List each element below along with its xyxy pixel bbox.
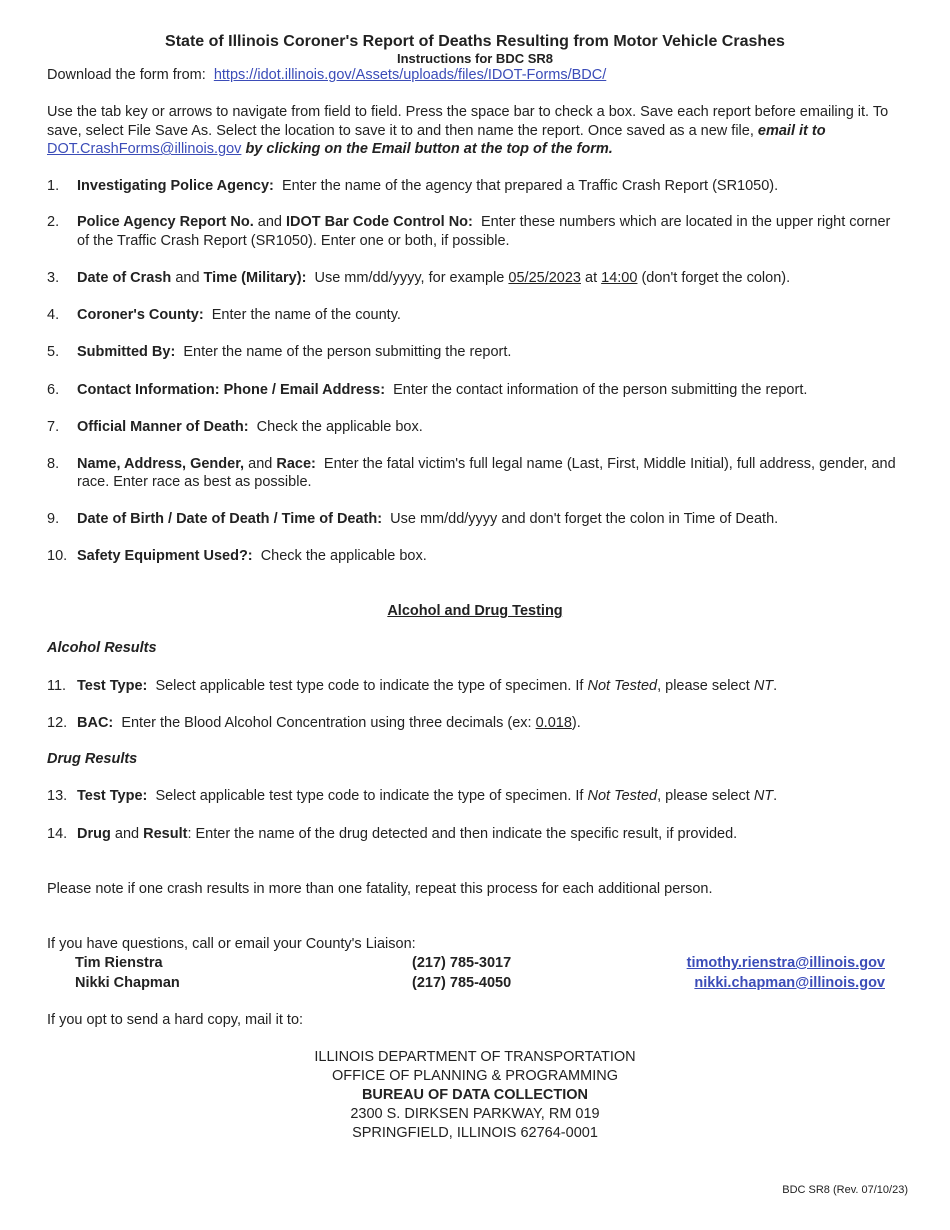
bac-example: 0.018 <box>535 714 572 731</box>
list-item <box>47 381 903 400</box>
item-text: Enter the fatal victim's full legal name (Last, First, Middle Initial), full address, gender, and race. Enter race as best as possible. <box>77 455 896 490</box>
item-text: Enter the name of the agency that prepared a Traffic Crash Report (SR1050). <box>281 177 779 194</box>
instruction-page <box>47 32 903 1143</box>
mailing-address <box>47 1048 903 1143</box>
item-text: Enter the name of the county. <box>211 307 401 323</box>
liaison-intro: If you have questions, call or email your County's Liaison: <box>47 936 416 952</box>
item-label: Coroner's County: <box>77 307 204 323</box>
item-number: 12. <box>47 714 68 731</box>
item-text: Check the applicable box. <box>260 547 427 564</box>
item-number: 13. <box>47 788 68 804</box>
item-number: 11. <box>47 677 67 694</box>
item-text: Use mm/dd/yyyy, for example <box>314 270 505 286</box>
item-label: Police Agency Report No. <box>77 214 254 230</box>
item-text: : Enter the name of the drug detected and then indicate the specific result, if provided. <box>187 825 738 842</box>
item-label: Race: <box>276 455 316 472</box>
download-line <box>47 66 903 85</box>
item-number: 1. <box>47 177 60 194</box>
item-label: Time (Military): <box>203 270 307 286</box>
item-number: 10. <box>47 547 68 564</box>
item-text: Enter the name of the person submitting the report. <box>183 344 512 360</box>
item-text: Select applicable test type code to indicate the type of specimen. If <box>155 677 584 694</box>
item-label: Investigating Police Agency: <box>77 177 274 194</box>
intro-paragraph <box>47 103 903 159</box>
list-item <box>47 343 903 362</box>
item-label: Name, Address, Gender, <box>77 455 245 472</box>
item-number: 4. <box>47 307 60 323</box>
address-line: ILLINOIS DEPARTMENT OF TRANSPORTATION <box>314 1049 636 1065</box>
item-end: . <box>773 677 778 694</box>
item-number: 9. <box>47 510 60 527</box>
item-label: IDOT Bar Code Control No: <box>285 214 473 230</box>
address-line: OFFICE OF PLANNING & PROGRAMMING <box>332 1068 618 1084</box>
item-number: 8. <box>47 455 60 472</box>
alcohol-list <box>47 677 903 733</box>
address-line: 2300 S. DIRKSEN PARKWAY, RM 019 <box>350 1106 600 1122</box>
not-tested-text: Not Tested <box>587 677 658 694</box>
crash-forms-email-link[interactable]: DOT.CrashForms@illinois.gov <box>47 141 242 157</box>
liaison-contacts <box>47 954 903 994</box>
item-text: Enter these numbers which are located in the upper right corner of the Traffic Crash Report (SR1050). Enter one or both, if possible. <box>77 214 891 249</box>
email-prefix: email it to <box>757 122 826 139</box>
list-item <box>47 269 903 288</box>
contact-email-link[interactable]: timothy.rienstra@illinois.gov <box>686 955 885 971</box>
form-revision-footer: BDC SR8 (Rev. 07/10/23) <box>782 1184 908 1196</box>
item-text: Use mm/dd/yyyy and don't forget the colon in Time of Death. <box>390 510 779 527</box>
contact-row <box>47 974 903 994</box>
contact-email-link[interactable]: nikki.chapman@illinois.gov <box>694 974 885 991</box>
alcohol-results-heading: Alcohol Results <box>47 640 157 656</box>
contact-phone: (217) 785-4050 <box>412 974 512 991</box>
item-label: Contact Information: Phone / Email Address: <box>77 381 386 398</box>
download-label: Download the form from: <box>47 67 206 83</box>
page-subtitle: Instructions for BDC SR8 <box>396 51 553 66</box>
item-label: Test Type: <box>77 677 148 694</box>
address-line: BUREAU OF DATA COLLECTION <box>361 1087 589 1103</box>
list-item <box>47 213 903 250</box>
item-connector: and <box>248 455 273 472</box>
item-label: BAC: <box>77 714 114 731</box>
list-item <box>47 510 903 529</box>
email-suffix: by clicking on the Email button at the top of the form. <box>245 141 613 157</box>
item-connector: and <box>257 214 282 230</box>
list-item <box>47 714 903 733</box>
item-label: Drug <box>77 825 111 842</box>
list-item <box>47 177 903 196</box>
drug-list <box>47 787 903 843</box>
mail-intro: If you opt to send a hard copy, mail it to: <box>47 1012 304 1028</box>
contact-phone: (217) 785-3017 <box>412 955 512 971</box>
item-label: Date of Crash <box>77 270 172 286</box>
list-item <box>47 547 903 566</box>
item-connector: and <box>114 825 140 842</box>
item-text: Check the applicable box. <box>256 418 423 435</box>
contact-row <box>47 954 903 974</box>
contact-name: Nikki Chapman <box>75 974 180 991</box>
item-number: 3. <box>47 270 60 286</box>
testing-heading: Alcohol and Drug Testing <box>387 603 563 619</box>
nt-code: NT <box>753 788 774 804</box>
intro-text: Use the tab key or arrows to navigate from field to field. Press the space bar to check a box. Save each report before emailing it. To save, select File Save As. Select the location to save it to and then name the report. Once saved as a new file, <box>47 104 889 139</box>
item-number: 5. <box>47 344 60 360</box>
item-number: 2. <box>47 214 60 230</box>
item-number: 7. <box>47 418 60 435</box>
item-text: , please select <box>657 677 750 694</box>
contact-name: Tim Rienstra <box>75 955 163 971</box>
list-item <box>47 825 903 844</box>
item-label: Date of Birth / Date of Death / Time of Death: <box>77 510 383 527</box>
drug-results-heading: Drug Results <box>47 751 138 767</box>
list-item <box>47 677 903 696</box>
download-link[interactable]: https://idot.illinois.gov/Assets/uploads/files/IDOT-Forms/BDC/ <box>213 67 607 83</box>
item-label: Official Manner of Death: <box>77 418 249 435</box>
nt-code: NT <box>753 677 774 694</box>
address-line: SPRINGFIELD, ILLINOIS 62764-0001 <box>352 1125 598 1141</box>
list-item <box>47 455 903 492</box>
item-text: Enter the contact information of the person submitting the report. <box>393 381 808 398</box>
item-text: ). <box>571 714 581 731</box>
item-text: (don't forget the colon). <box>641 270 791 286</box>
item-label: Safety Equipment Used?: <box>77 547 253 564</box>
page-title: State of Illinois Coroner's Report of Deaths Resulting from Motor Vehicle Crashes <box>165 33 785 50</box>
instruction-list <box>47 177 903 566</box>
item-text: Enter the Blood Alcohol Concentration using three decimals (ex: <box>121 714 532 731</box>
item-label: Test Type: <box>77 788 148 804</box>
date-example: 05/25/2023 <box>508 270 581 286</box>
item-number: 14. <box>47 825 68 842</box>
item-number: 6. <box>47 381 60 398</box>
item-end: . <box>773 788 778 804</box>
item-connector: and <box>175 270 200 286</box>
time-example: 14:00 <box>601 270 638 286</box>
item-label: Result <box>143 825 188 842</box>
item-connector: at <box>585 270 598 286</box>
item-text: Select applicable test type code to indicate the type of specimen. If <box>155 788 584 804</box>
list-item <box>47 306 903 325</box>
list-item <box>47 418 903 437</box>
not-tested-text: Not Tested <box>587 788 658 804</box>
item-label: Submitted By: <box>77 344 176 360</box>
list-item <box>47 787 903 806</box>
fatality-note: Please note if one crash results in more than one fatality, repeat this process for each additional person. <box>47 881 713 897</box>
item-text: , please select <box>657 788 750 804</box>
